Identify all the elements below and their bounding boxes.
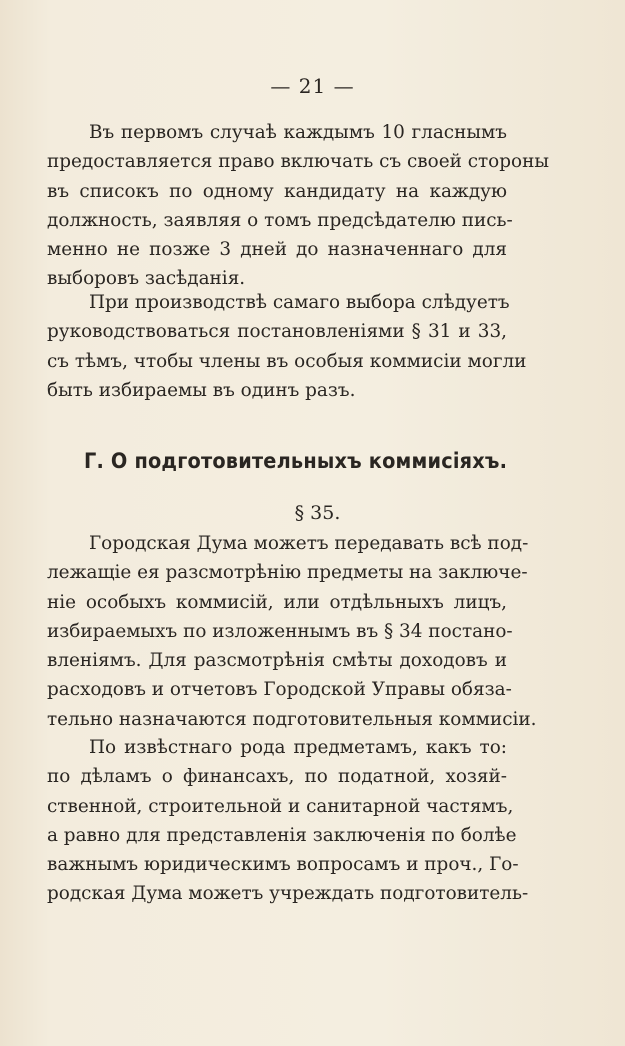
- section-number: § 35.: [294, 502, 341, 524]
- page-number: — 21 —: [270, 74, 355, 98]
- text-line: Городская Дума можетъ передавать всѣ под-: [89, 533, 529, 554]
- text-line: по дѣламъ о финансахъ, по податной, хозяй-: [47, 766, 507, 788]
- text-line: быть избираемы въ одинъ разъ.: [47, 379, 356, 401]
- text-line: а равно для представленія заключенія по болѣе: [47, 824, 517, 846]
- paragraph-election: [47, 288, 527, 405]
- text-line: избираемыхъ по изложеннымъ въ § 34 постано-: [47, 620, 513, 642]
- text-line: выборовъ засѣданія.: [47, 268, 246, 290]
- text-line: лежащіе ея разсмотрѣнію предметы на заключе-: [47, 562, 528, 584]
- paragraph-subject-matters: [47, 733, 529, 909]
- text-line: въ списокъ по одному кандидату на каждую: [47, 180, 507, 202]
- text-line: менно не позже 3 дней до назначеннаго для: [47, 239, 507, 261]
- text-line: Въ первомъ случаѣ каждымъ 10 гласнымъ: [89, 122, 507, 143]
- text-line: По извѣстнаго рода предметамъ, какъ то:: [89, 737, 507, 758]
- text-line: ственной, строительной и санитарной частямъ,: [47, 795, 514, 817]
- paragraph-nominations: [47, 118, 549, 294]
- paragraph-duma-commissions: [47, 529, 537, 734]
- section-heading: Г. О подготовительныхъ коммисіяхъ.: [84, 449, 508, 473]
- text-line: тельно назначаются подготовительныя коммисіи.: [47, 708, 537, 730]
- text-line: важнымъ юридическимъ вопросамъ и проч., Го-: [47, 854, 519, 876]
- text-line: ніе особыхъ коммисій, или отдѣльныхъ лицъ,: [47, 591, 507, 613]
- text-line: должность, заявляя о томъ предсѣдателю пись-: [47, 209, 513, 231]
- text-line: расходовъ и отчетовъ Городской Управы обяза-: [47, 679, 512, 701]
- text-line: вленіямъ. Для разсмотрѣнія смѣты доходовъ и: [47, 650, 507, 672]
- text-line: родская Дума можетъ учреждать подготовитель-: [47, 883, 529, 905]
- text-line: При производствѣ самаго выбора слѣдуетъ: [89, 292, 510, 313]
- text-line: руководствоваться постановленіями § 31 и 33,: [47, 321, 507, 343]
- text-line: предоставляется право включать съ своей стороны: [47, 151, 549, 173]
- text-line: съ тѣмъ, чтобы члены въ особыя коммисіи могли: [47, 350, 527, 372]
